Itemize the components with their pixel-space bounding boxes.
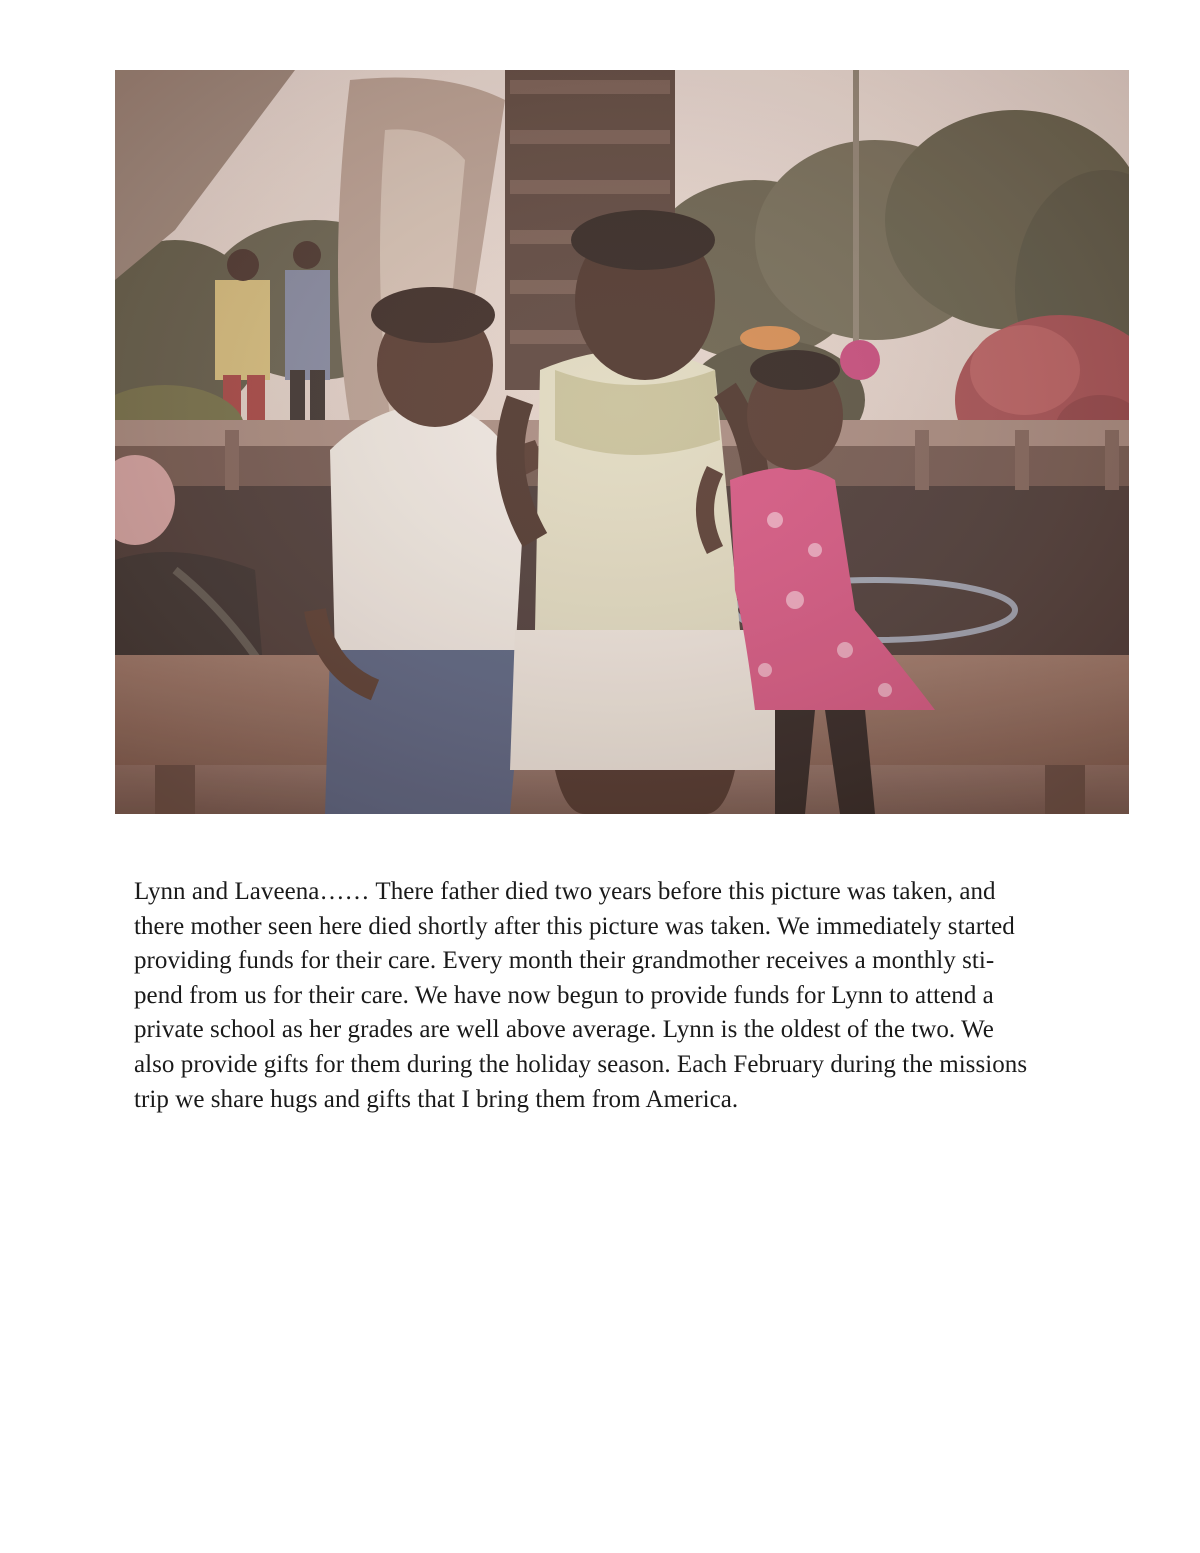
caption-line: also provide gifts for them during the holiday season. Each February during the missions xyxy=(134,1050,1028,1078)
caption-line: pend from us for their care. We have now begun to provide funds for Lynn to attend a xyxy=(134,981,994,1009)
caption-line: there mother seen here died shortly after this picture was taken. We immediately started xyxy=(134,912,1015,940)
caption-paragraph xyxy=(134,875,1134,1117)
caption-line: trip we share hugs and gifts that I bring them from America. xyxy=(134,1085,739,1113)
family-photo xyxy=(115,70,1129,814)
caption-line: private school as her grades are well above average. Lynn is the oldest of the two. We xyxy=(134,1016,994,1044)
caption-line: providing funds for their care. Every month their grandmother receives a monthly sti- xyxy=(134,947,995,975)
caption-line: Lynn and Laveena…… There father died two years before this picture was taken, and xyxy=(134,878,996,905)
photo-illustration xyxy=(115,70,1129,814)
